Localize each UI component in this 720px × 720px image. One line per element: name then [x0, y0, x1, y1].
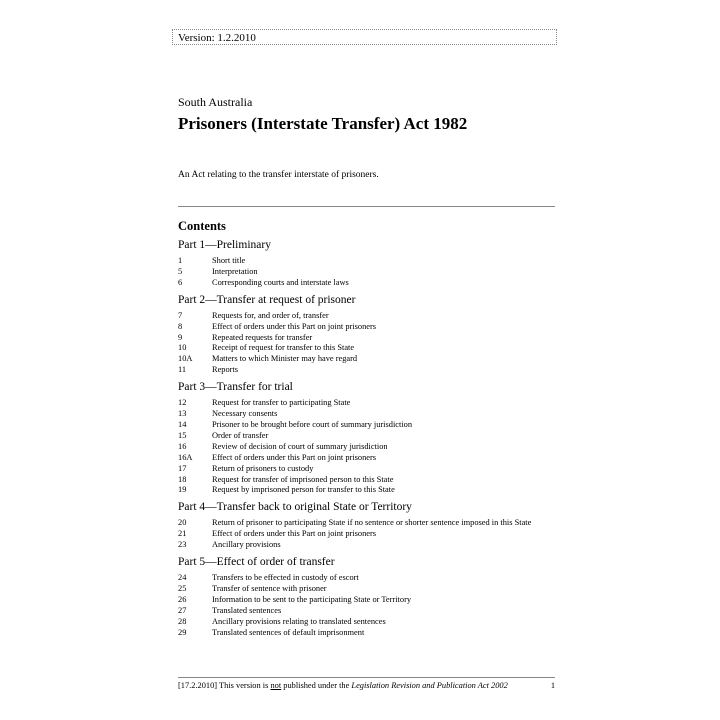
section-title: Repeated requests for transfer	[212, 332, 313, 342]
contents-item[interactable]	[178, 606, 555, 617]
contents-item[interactable]	[178, 485, 555, 496]
section-number: 28	[178, 616, 187, 626]
contents-item[interactable]	[178, 540, 555, 551]
contents-part	[178, 500, 555, 551]
footer-not-word: not	[270, 681, 282, 690]
section-number: 14	[178, 419, 187, 429]
footer	[178, 681, 555, 690]
contents-item[interactable]	[178, 343, 555, 354]
section-title: Request by imprisoned person for transfer to this State	[212, 485, 395, 495]
footer-act-name: Legislation Revision and Publication Act 2002	[351, 681, 508, 690]
section-number: 17	[178, 463, 187, 473]
section-number: 24	[178, 573, 187, 583]
top-rule	[178, 206, 555, 207]
contents-item[interactable]	[178, 322, 555, 333]
contents-item[interactable]	[178, 354, 555, 365]
contents-item[interactable]	[178, 464, 555, 475]
section-number: 8	[178, 321, 183, 331]
section-title: Ancillary provisions	[212, 540, 281, 550]
contents-item[interactable]	[178, 595, 555, 606]
section-title: Necessary consents	[212, 409, 278, 419]
contents-item[interactable]	[178, 409, 555, 420]
section-title: Corresponding courts and interstate laws	[212, 277, 349, 287]
section-number: 7	[178, 310, 183, 320]
section-title: Prisoner to be brought before court of summary jurisdiction	[212, 419, 413, 429]
contents-item[interactable]	[178, 398, 555, 409]
section-title: Transfers to be effected in custody of escort	[212, 573, 359, 583]
contents-part	[178, 380, 555, 496]
section-title: Reports	[212, 365, 239, 375]
long-title: An Act relating to the transfer interstate of prisoners.	[178, 170, 379, 180]
section-number: 11	[178, 365, 187, 375]
section-number: 9	[178, 332, 183, 342]
footer-rule	[178, 677, 555, 678]
contents-item[interactable]	[178, 311, 555, 322]
section-title: Translated sentences	[212, 605, 282, 615]
section-number: 18	[178, 474, 187, 484]
contents-item[interactable]	[178, 475, 555, 486]
part-heading[interactable]: Part 1—Preliminary	[178, 239, 271, 251]
section-number: 5	[178, 266, 183, 276]
contents-item[interactable]	[178, 628, 555, 639]
footer-date: [17.2.2010]	[178, 681, 218, 690]
footer-text-before: This version is	[219, 681, 269, 690]
section-number: 13	[178, 409, 187, 419]
contents-item[interactable]	[178, 365, 555, 376]
section-number: 20	[178, 518, 187, 528]
section-number: 6	[178, 277, 183, 287]
contents-item[interactable]	[178, 518, 555, 529]
section-title: Information to be sent to the participating State or Territory	[212, 594, 412, 604]
part-heading[interactable]: Part 3—Transfer for trial	[178, 381, 293, 394]
part-heading[interactable]: Part 2—Transfer at request of prisoner	[178, 293, 356, 306]
section-number: 29	[178, 627, 187, 637]
section-number: 19	[178, 485, 187, 495]
section-number: 23	[178, 540, 187, 550]
contents-item[interactable]	[178, 267, 555, 278]
section-title: Interpretation	[212, 266, 258, 276]
footer-notice	[178, 681, 508, 690]
section-title: Short title	[212, 256, 246, 265]
section-title: Return of prisoners to custody	[212, 463, 314, 473]
section-title: Review of decision of court of summary jurisdiction	[212, 441, 388, 451]
version-box	[172, 29, 557, 45]
section-title: Matters to which Minister may have regard	[212, 354, 358, 364]
section-number: 21	[178, 529, 187, 539]
section-title: Translated sentences of default imprisonment	[212, 627, 365, 637]
section-title: Effect of orders under this Part on joint prisoners	[212, 529, 377, 539]
contents-part	[178, 555, 555, 638]
contents-parts	[178, 238, 555, 638]
section-number: 10	[178, 343, 187, 353]
contents-heading: Contents	[178, 219, 226, 233]
contents-item[interactable]	[178, 453, 555, 464]
jurisdiction: South Australia	[178, 95, 253, 109]
section-number: 25	[178, 583, 187, 593]
part-heading[interactable]: Part 4—Transfer back to original State or Territory	[178, 501, 412, 514]
section-title: Effect of orders under this Part on joint prisoners	[212, 321, 377, 331]
contents-item[interactable]	[178, 617, 555, 628]
section-number: 12	[178, 398, 187, 408]
section-title: Transfer of sentence with prisoner	[212, 583, 327, 593]
contents-item[interactable]	[178, 529, 555, 540]
version-label: Version: 1.2.2010	[178, 32, 256, 44]
section-title: Receipt of request for transfer to this State	[212, 343, 355, 353]
contents-item[interactable]	[178, 333, 555, 344]
section-number: 15	[178, 430, 187, 440]
section-title: Return of prisoner to participating State if no sentence or shorter sentence imposed in this State	[212, 518, 532, 528]
contents-part	[178, 293, 555, 376]
contents-item[interactable]	[178, 584, 555, 595]
contents-item[interactable]	[178, 420, 555, 431]
section-title: Requests for, and order of, transfer	[212, 310, 329, 320]
part-heading[interactable]: Part 5—Effect of order of transfer	[178, 556, 335, 569]
contents-item[interactable]	[178, 278, 555, 289]
contents-item[interactable]	[178, 442, 555, 453]
section-title: Effect of orders under this Part on joint prisoners	[212, 452, 377, 462]
contents-item[interactable]	[178, 256, 555, 267]
section-title: Ancillary provisions relating to translated sentences	[212, 616, 386, 626]
footer-text-after: published under the	[283, 681, 350, 690]
section-number: 16	[178, 441, 187, 451]
contents-part	[178, 238, 555, 289]
section-number: 1	[178, 256, 183, 265]
page-number: 1	[550, 681, 555, 690]
section-title: Request for transfer to participating State	[212, 398, 351, 408]
act-title: Prisoners (Interstate Transfer) Act 1982	[178, 114, 468, 133]
section-title: Order of transfer	[212, 430, 269, 440]
contents	[178, 218, 555, 640]
section-number: 10A	[178, 354, 193, 364]
contents-item[interactable]	[178, 573, 555, 584]
section-number: 16A	[178, 452, 193, 462]
section-number: 27	[178, 605, 187, 615]
contents-item[interactable]	[178, 431, 555, 442]
section-number: 26	[178, 594, 187, 604]
section-title: Request for transfer of imprisoned person to this State	[212, 474, 394, 484]
